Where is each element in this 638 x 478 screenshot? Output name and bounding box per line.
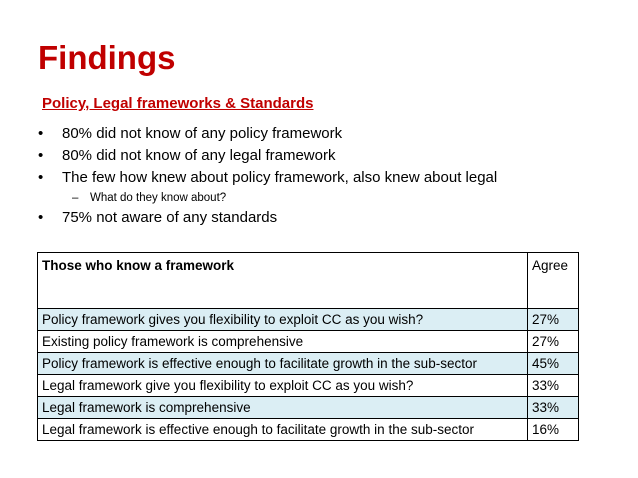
bullet-marker: • — [38, 169, 44, 186]
row-label-cell: Policy framework is effective enough to facilitate growth in the sub-sector — [38, 353, 528, 375]
row-value-cell: 16% — [528, 419, 579, 441]
row-value-cell: 33% — [528, 375, 579, 397]
table-row — [38, 397, 579, 419]
bullet-text: The few how knew about policy framework, also knew about legal — [62, 169, 498, 186]
page-title: Findings — [38, 39, 176, 76]
row-value-cell: 45% — [528, 353, 579, 375]
bullet-item-2 — [38, 145, 618, 167]
table-row — [38, 419, 579, 441]
row-label-cell: Existing policy framework is comprehensive — [38, 331, 528, 353]
section-subtitle: Policy, Legal frameworks & Standards — [42, 95, 314, 112]
sub-bullet-marker: – — [72, 192, 79, 204]
table-row — [38, 353, 579, 375]
row-value-cell: 33% — [528, 397, 579, 419]
bullet-marker: • — [38, 209, 44, 226]
row-label-cell: Legal framework give you flexibility to exploit CC as you wish? — [38, 375, 528, 397]
row-value-cell: 27% — [528, 331, 579, 353]
bullet-marker: • — [38, 125, 44, 142]
row-label-cell: Policy framework gives you flexibility to exploit CC as you wish? — [38, 309, 528, 331]
bullet-text: 75% not aware of any standards — [62, 209, 278, 226]
header-label-cell: Those who know a framework — [38, 253, 528, 309]
row-label-cell: Legal framework is comprehensive — [38, 397, 528, 419]
bullet-item-1 — [38, 123, 618, 145]
findings-bullet-list — [38, 123, 618, 229]
table-row — [38, 375, 579, 397]
row-value-cell: 27% — [528, 309, 579, 331]
framework-agreement-table — [37, 252, 579, 441]
sub-bullet-text: What do they know about? — [90, 192, 227, 204]
bullet-marker: • — [38, 147, 44, 164]
header-value-cell: Agree — [528, 253, 579, 309]
bullet-item-3 — [38, 167, 618, 189]
table-header-row — [38, 253, 579, 309]
table-row — [38, 331, 579, 353]
table-row — [38, 309, 579, 331]
bullet-item-4 — [38, 207, 618, 229]
row-label-cell: Legal framework is effective enough to facilitate growth in the sub-sector — [38, 419, 528, 441]
sub-bullet-item — [38, 189, 618, 207]
bullet-text: 80% did not know of any legal framework — [62, 147, 336, 164]
bullet-text: 80% did not know of any policy framework — [62, 125, 343, 142]
